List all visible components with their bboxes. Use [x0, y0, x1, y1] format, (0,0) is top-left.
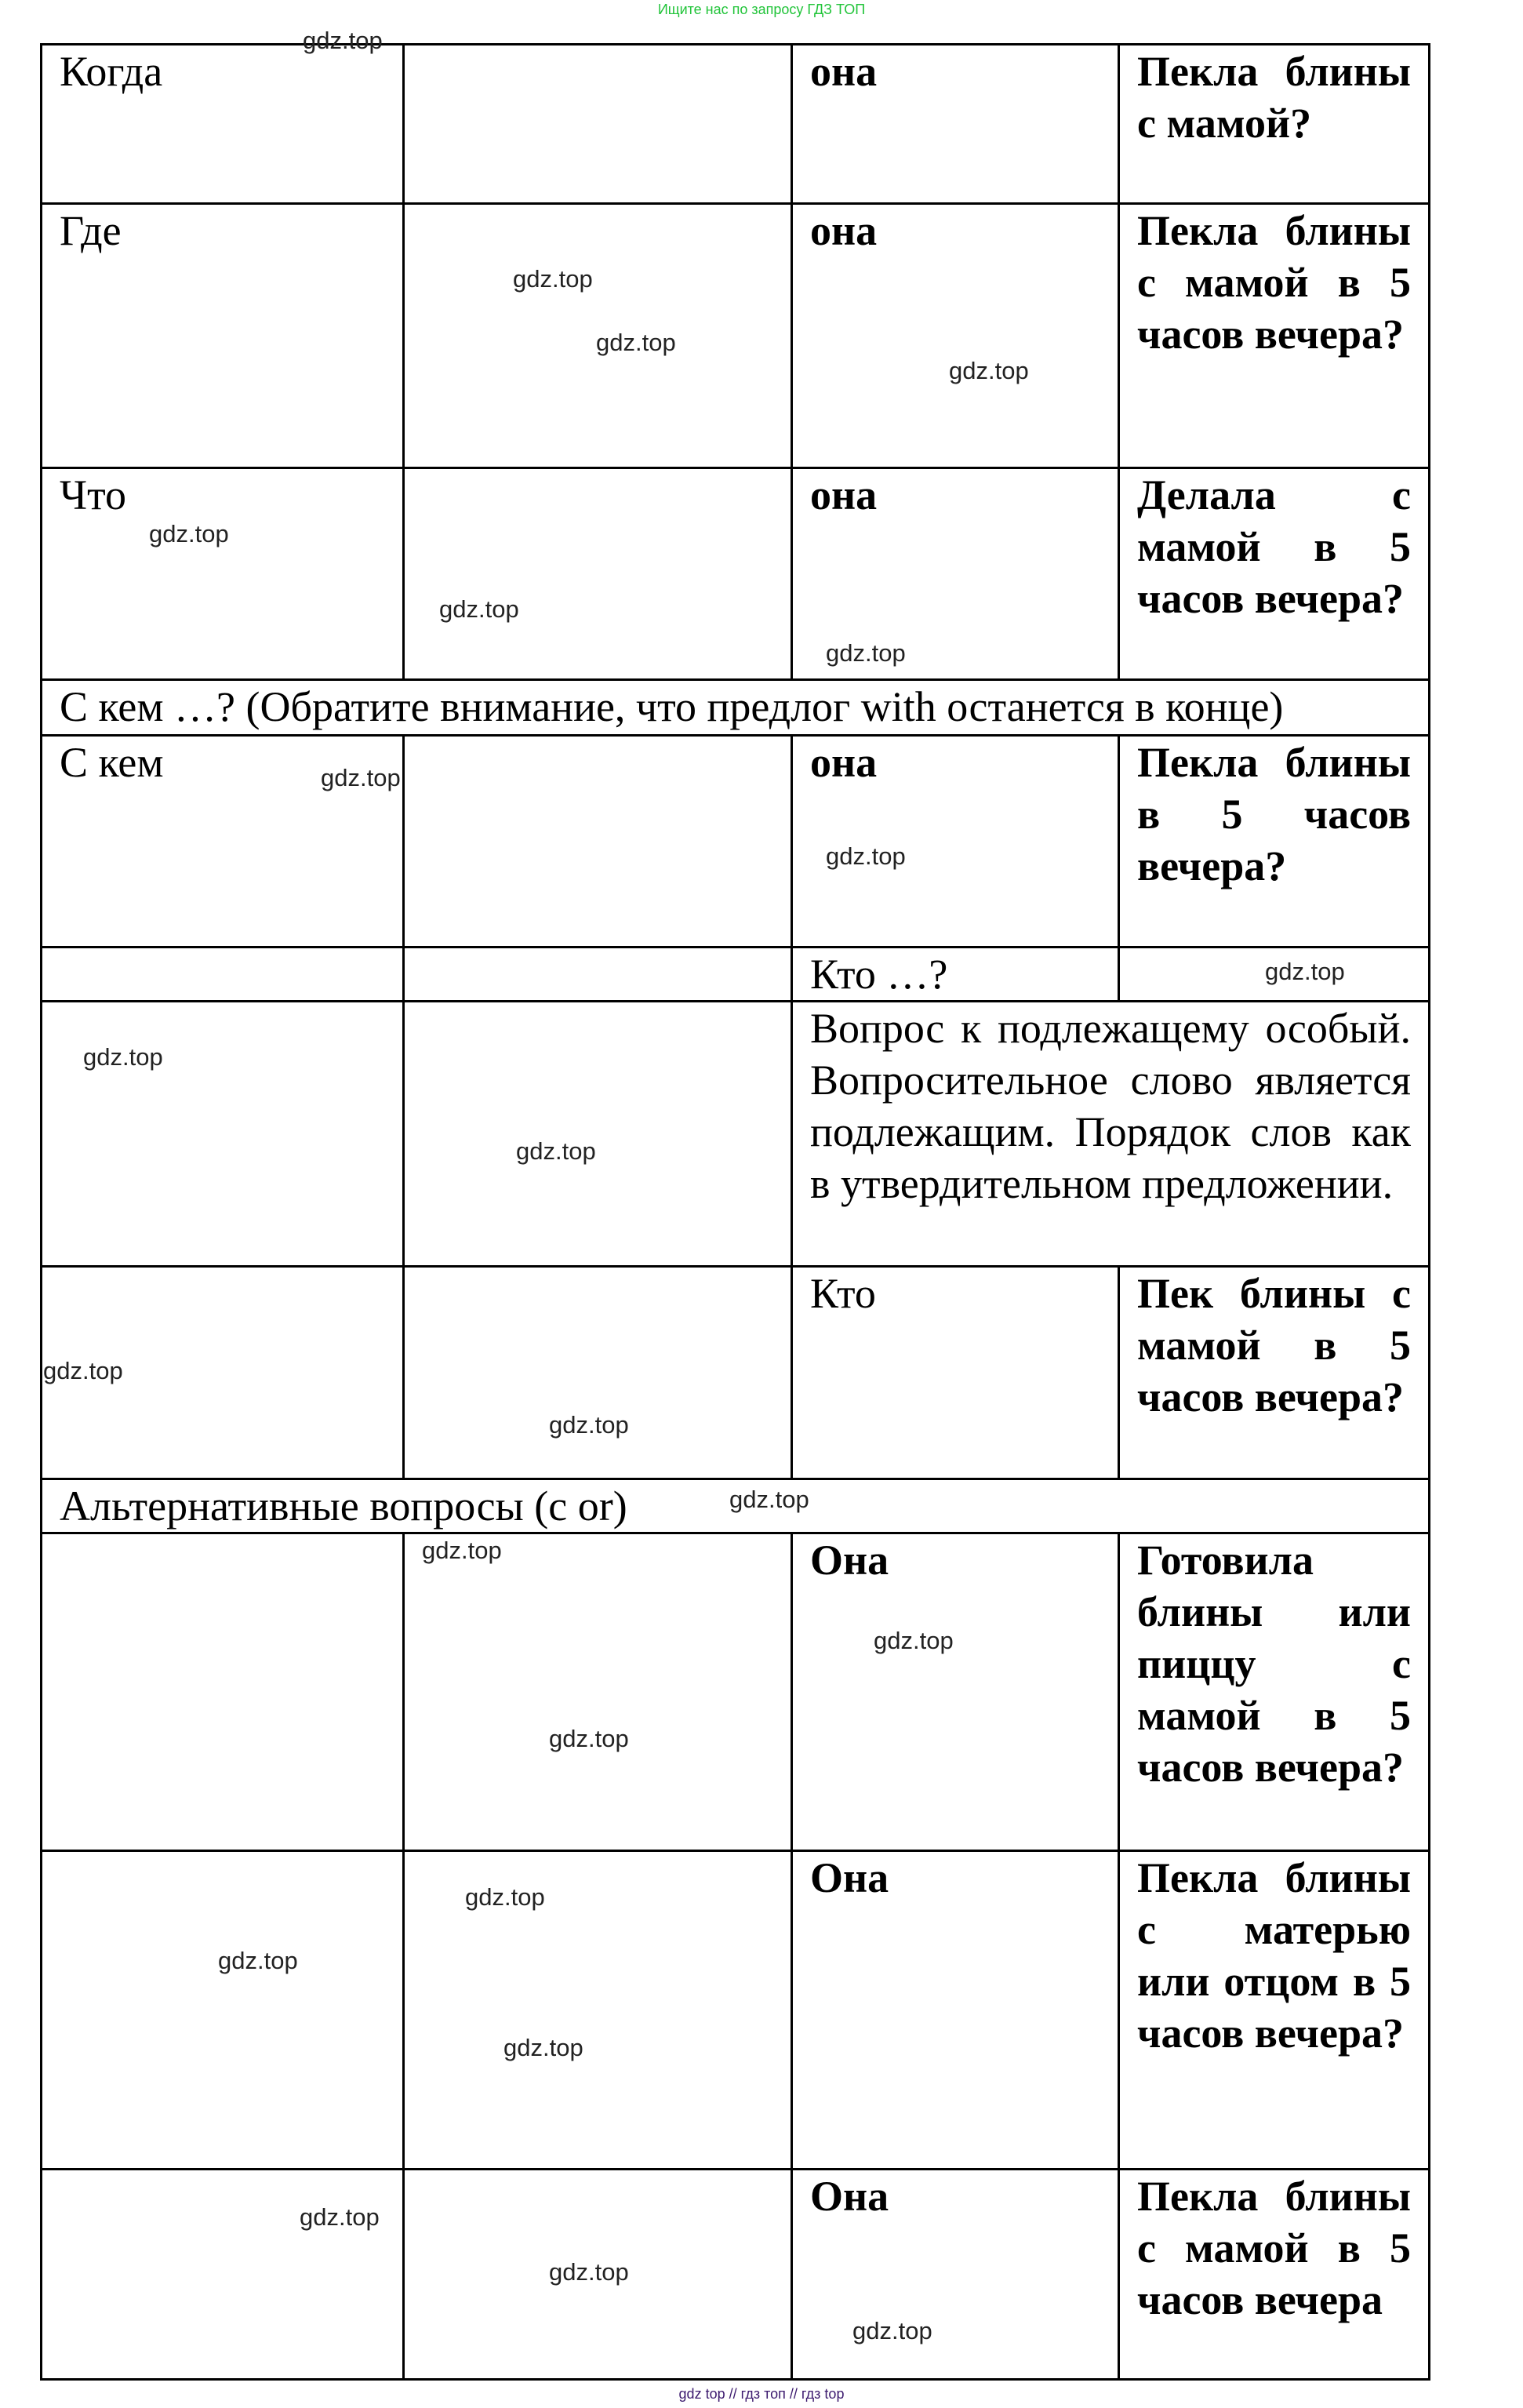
cell: Пекла блины с мамой в 5 часов вечера: [1119, 2170, 1430, 2380]
note-cell: Вопрос к подлежащему особый. Вопросительное слово является подлежащим. Порядок слов как в утвердительном предложении.: [792, 1002, 1430, 1267]
cell: [404, 1267, 792, 1479]
cell: Кто …?: [792, 948, 1119, 1002]
cell: Пекла блины с матерью или отцом в 5 часов вечера?: [1119, 1851, 1430, 2170]
watermark: gdz.top: [549, 1411, 629, 1439]
cell: [404, 1002, 792, 1267]
watermark: gdz.top: [503, 2034, 583, 2061]
cell: Что: [42, 468, 404, 680]
watermark: gdz.top: [596, 329, 676, 356]
cell: Она: [792, 1851, 1119, 2170]
cell: Она: [792, 1533, 1119, 1851]
cell: [404, 468, 792, 680]
cell: Делала с мамой в 5 часов вечера?: [1119, 468, 1430, 680]
watermark: gdz.top: [513, 265, 593, 293]
table-row: [42, 1267, 1430, 1479]
footer-note: gdz top // гдз топ // гдз top: [678, 2386, 845, 2402]
cell: [42, 948, 404, 1002]
cell: она: [792, 45, 1119, 204]
header-note: Ищите нас по запросу ГДЗ ТОП: [657, 2, 866, 17]
table-row: [42, 2170, 1430, 2380]
question-table: [40, 43, 1430, 2381]
watermark: gdz.top: [465, 1883, 545, 1911]
cell: она: [792, 204, 1119, 468]
watermark: gdz.top: [439, 595, 519, 623]
cell: [404, 736, 792, 948]
table-row: [42, 680, 1430, 736]
table-row: [42, 736, 1430, 948]
watermark: gdz.top: [43, 1357, 123, 1384]
cell: [42, 1851, 404, 2170]
watermark: gdz.top: [549, 1725, 629, 1752]
cell: Когда: [42, 45, 404, 204]
cell: Где: [42, 204, 404, 468]
cell: Пекла блины в 5 часов вечера?: [1119, 736, 1430, 948]
cell: она: [792, 468, 1119, 680]
watermark: gdz.top: [852, 2317, 932, 2344]
watermark: gdz.top: [1265, 958, 1345, 985]
cell: [42, 1002, 404, 1267]
cell: Пек блины с мамой в 5 часов вечера?: [1119, 1267, 1430, 1479]
cell: Она: [792, 2170, 1119, 2380]
cell: [404, 45, 792, 204]
table-row: [42, 1533, 1430, 1851]
table-row: [42, 45, 1430, 204]
cell: Готовила блины или пиццу с мамой в 5 часов вечера?: [1119, 1533, 1430, 1851]
cell: Пекла блины с мамой в 5 часов вечера?: [1119, 204, 1430, 468]
cell: [404, 1533, 792, 1851]
watermark: gdz.top: [516, 1137, 596, 1165]
section-heading: С кем …? (Обратите внимание, что предлог with останется в конце): [42, 680, 1430, 736]
table-row: [42, 948, 1430, 1002]
watermark: gdz.top: [549, 2258, 629, 2286]
table-row: [42, 1002, 1430, 1267]
watermark: gdz.top: [874, 1627, 954, 1654]
table-row: [42, 468, 1430, 680]
watermark: gdz.top: [218, 1947, 298, 1974]
watermark: gdz.top: [826, 842, 906, 870]
cell: Пекла блины с мамой?: [1119, 45, 1430, 204]
cell: [42, 2170, 404, 2380]
cell: [42, 1533, 404, 1851]
section-heading: Альтернативные вопросы (с or): [42, 1479, 1430, 1533]
watermark: gdz.top: [149, 520, 229, 547]
watermark: gdz.top: [303, 27, 383, 54]
table-row: [42, 204, 1430, 468]
watermark: gdz.top: [300, 2203, 380, 2231]
watermark: gdz.top: [422, 1537, 502, 1564]
cell: Кто: [792, 1267, 1119, 1479]
watermark: gdz.top: [729, 1486, 809, 1513]
watermark: gdz.top: [826, 639, 906, 667]
cell: С кем: [42, 736, 404, 948]
cell: [404, 948, 792, 1002]
table-row: [42, 1851, 1430, 2170]
watermark: gdz.top: [83, 1043, 163, 1071]
watermark: gdz.top: [949, 357, 1029, 384]
cell: она: [792, 736, 1119, 948]
watermark: gdz.top: [321, 764, 401, 791]
cell: [404, 1851, 792, 2170]
